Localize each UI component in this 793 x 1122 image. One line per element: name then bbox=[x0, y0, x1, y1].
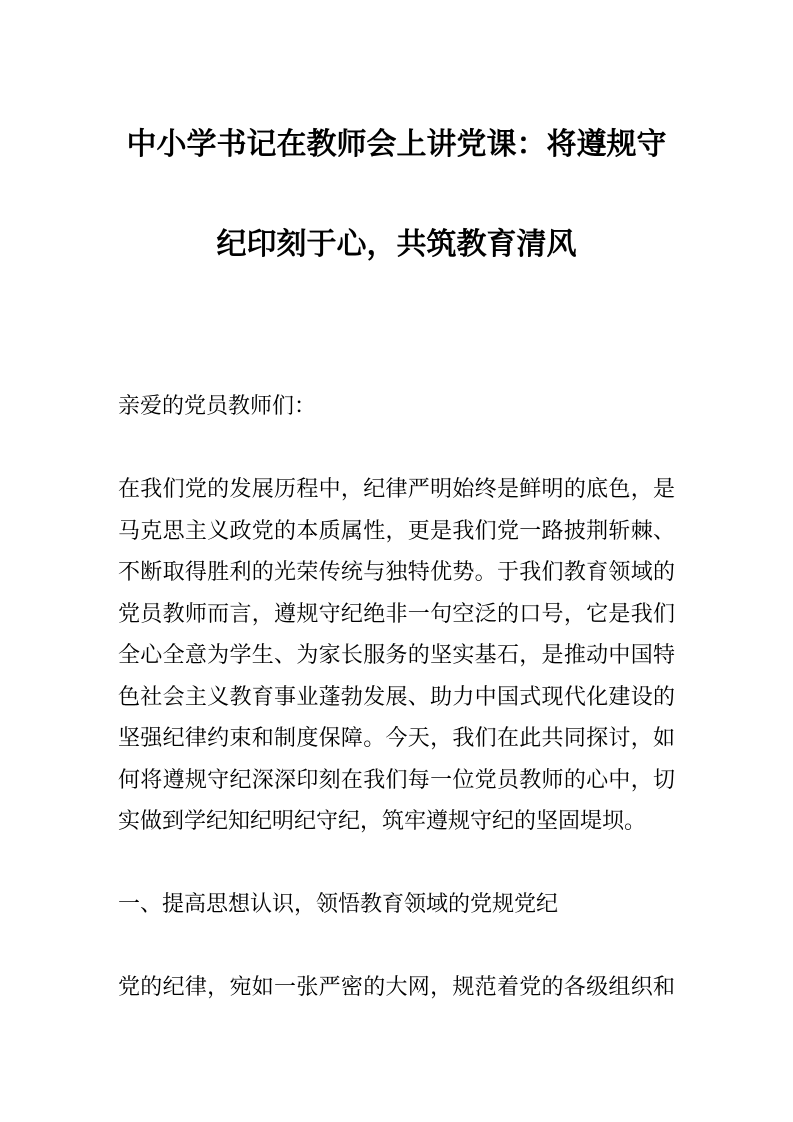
document-body bbox=[118, 385, 675, 1008]
paragraph-section-1-first-line: 党的纪律，宛如一张严密的大网，规范着党的各级组织和 bbox=[118, 974, 675, 999]
paragraph-introduction: 在我们党的发展历程中，纪律严明始终是鲜明的底色，是马克思主义政党的本质属性，更是我们党一路披荆斩棘、不断取得胜利的光荣传统与独特优势。于我们教育领域的党员教师而言，遵规守纪绝非一句空泛的口号，它是我们全心全意为学生、为家长服务的坚实基石，是推动中国特色社会主义教育事业蓬勃发展、助力中国式现代化建设的坚强纪律约束和制度保障。今天，我们在此共同探讨，如何将遵规守纪深深印刻在我们每一位党员教师的心中，切实做到学纪知纪明纪守纪，筑牢遵规守纪的坚固堤坝。 bbox=[118, 476, 675, 833]
salutation-line: 亲爱的党员教师们： bbox=[118, 393, 317, 418]
document-title bbox=[118, 95, 675, 295]
title-line-1: 中小学书记在教师会上讲党课：将遵规守 bbox=[126, 128, 667, 161]
section-heading-1: 一、提高思想认识，领悟教育领域的党规党纪 bbox=[118, 891, 559, 916]
title-line-2: 纪印刻于心，共筑教育清风 bbox=[216, 228, 577, 261]
